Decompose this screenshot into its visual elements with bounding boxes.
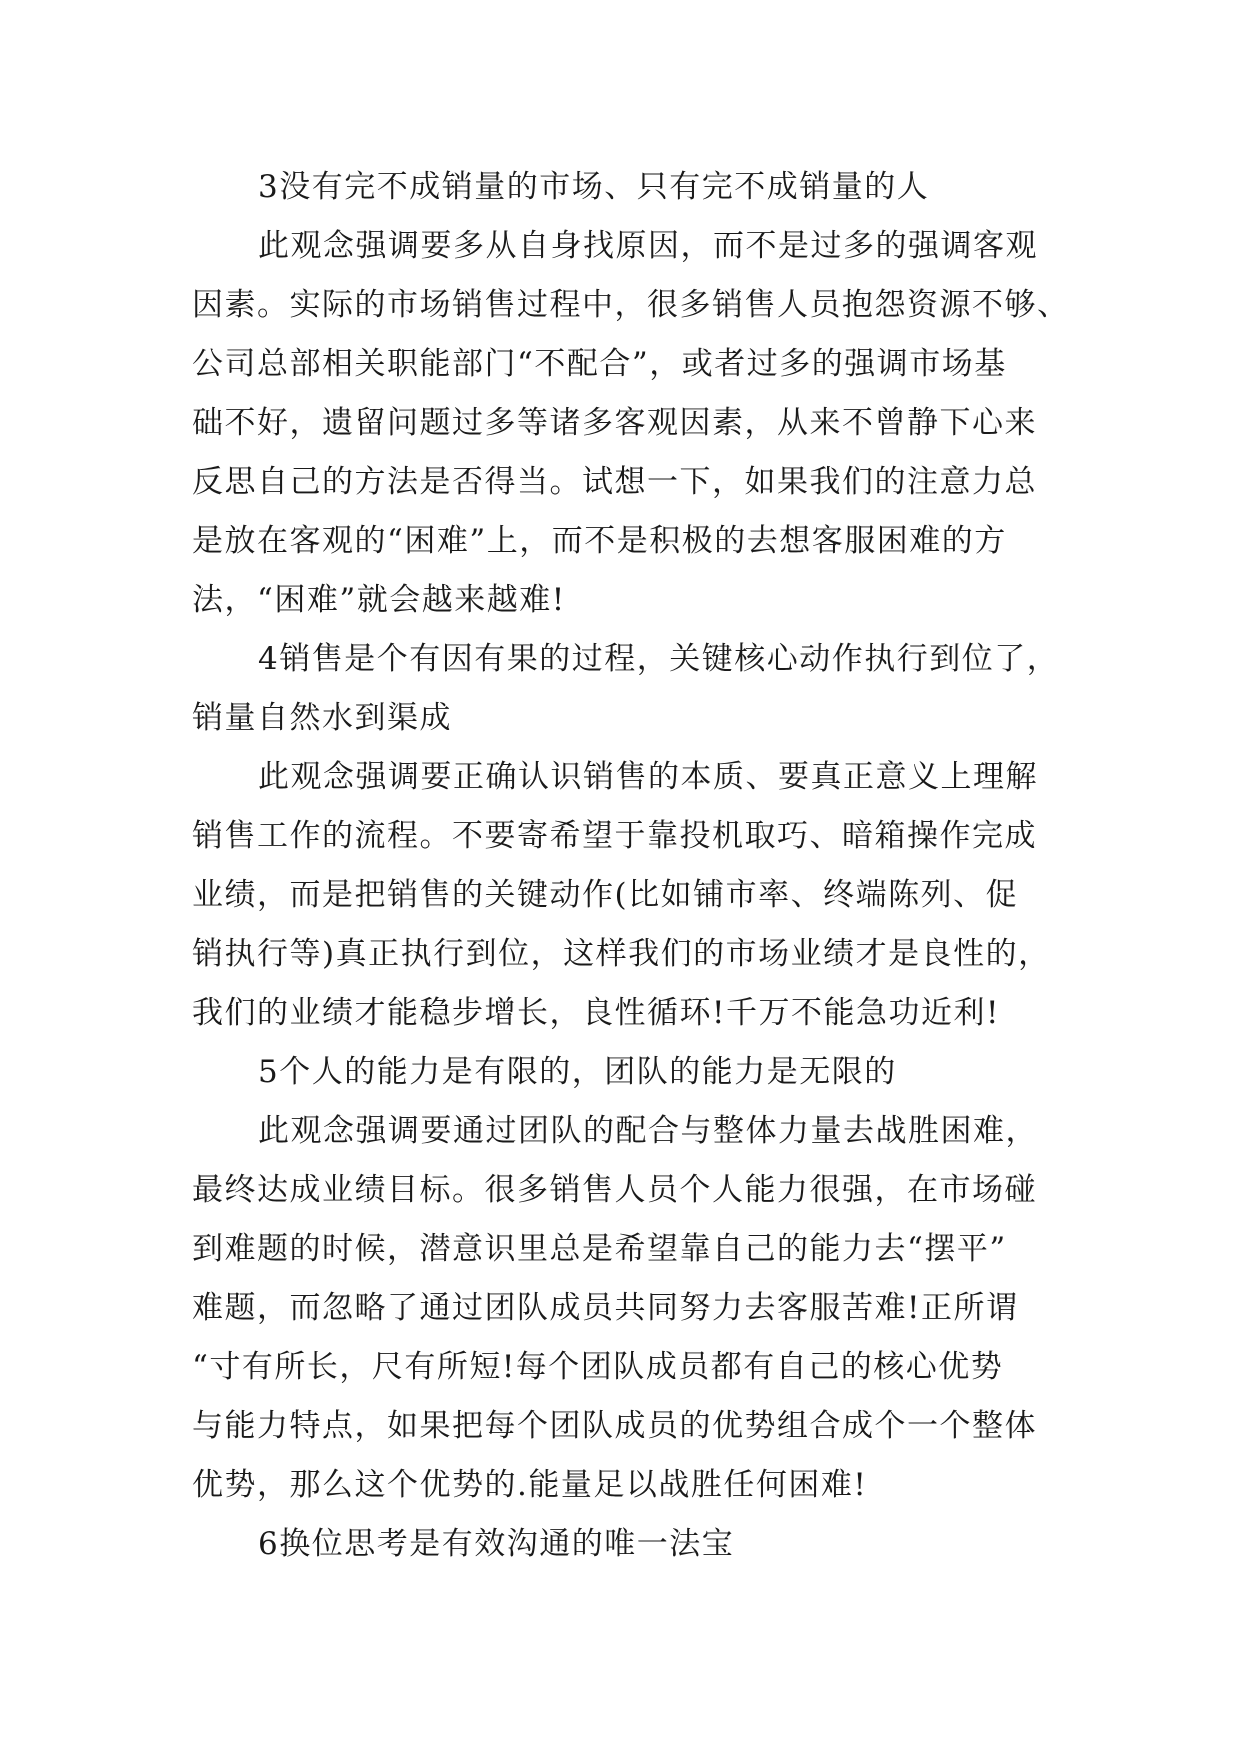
paragraph-line: 此观念强调要正确认识销售的本质、要真正意义上理解: [258, 759, 1038, 795]
paragraph-line: 础不好，遗留问题过多等诸多客观因素，从来不曾静下心来: [192, 405, 1037, 441]
heading-4-continued: 销量自然水到渠成: [192, 700, 452, 736]
paragraph-line: “寸有所长，尺有所短!每个团队成员都有自己的核心优势: [192, 1349, 1004, 1385]
paragraph-line: 业绩，而是把销售的关键动作(比如铺市率、终端陈列、促: [192, 877, 1019, 913]
paragraph-line: 销售工作的流程。不要寄希望于靠投机取巧、暗箱操作完成: [192, 818, 1037, 854]
heading-4: 4销售是个有因有果的过程，关键核心动作执行到位了，: [258, 641, 1060, 677]
paragraph-line: 优势，那么这个优势的.能量足以战胜任何困难!: [192, 1467, 868, 1503]
paragraph-line: 最终达成业绩目标。很多销售人员个人能力很强，在市场碰: [192, 1172, 1037, 1208]
heading-5: 5个人的能力是有限的，团队的能力是无限的: [258, 1054, 897, 1090]
heading-6: 6换位思考是有效沟通的唯一法宝: [258, 1526, 735, 1562]
paragraph-line: 因素。实际的市场销售过程中，很多销售人员抱怨资源不够、: [192, 287, 1070, 323]
paragraph-line: 销执行等)真正执行到位，这样我们的市场业绩才是良性的，: [192, 936, 1051, 972]
paragraph-line: 是放在客观的“困难”上，而不是积极的去想客服困难的方: [192, 523, 1007, 559]
paragraph-line: 反思自己的方法是否得当。试想一下，如果我们的注意力总: [192, 464, 1037, 500]
paragraph-line: 我们的业绩才能稳步增长，良性循环!千万不能急功近利!: [192, 995, 1000, 1031]
paragraph-line: 难题，而忽略了通过团队成员共同努力去客服苦难!正所谓: [192, 1290, 1019, 1326]
paragraph-line: 此观念强调要多从自身找原因，而不是过多的强调客观: [258, 228, 1038, 264]
paragraph-line: 与能力特点，如果把每个团队成员的优势组合成个一个整体: [192, 1408, 1037, 1444]
paragraph-line: 此观念强调要通过团队的配合与整体力量去战胜困难，: [258, 1113, 1038, 1149]
paragraph-line: 到难题的时候，潜意识里总是希望靠自己的能力去“摆平”: [192, 1231, 1007, 1267]
paragraph-line: 公司总部相关职能部门“不配合”，或者过多的强调市场基: [192, 346, 1007, 382]
heading-3: 3没有完不成销量的市场、只有完不成销量的人: [258, 169, 930, 205]
paragraph-line: 法，“困难”就会越来越难!: [192, 582, 566, 618]
